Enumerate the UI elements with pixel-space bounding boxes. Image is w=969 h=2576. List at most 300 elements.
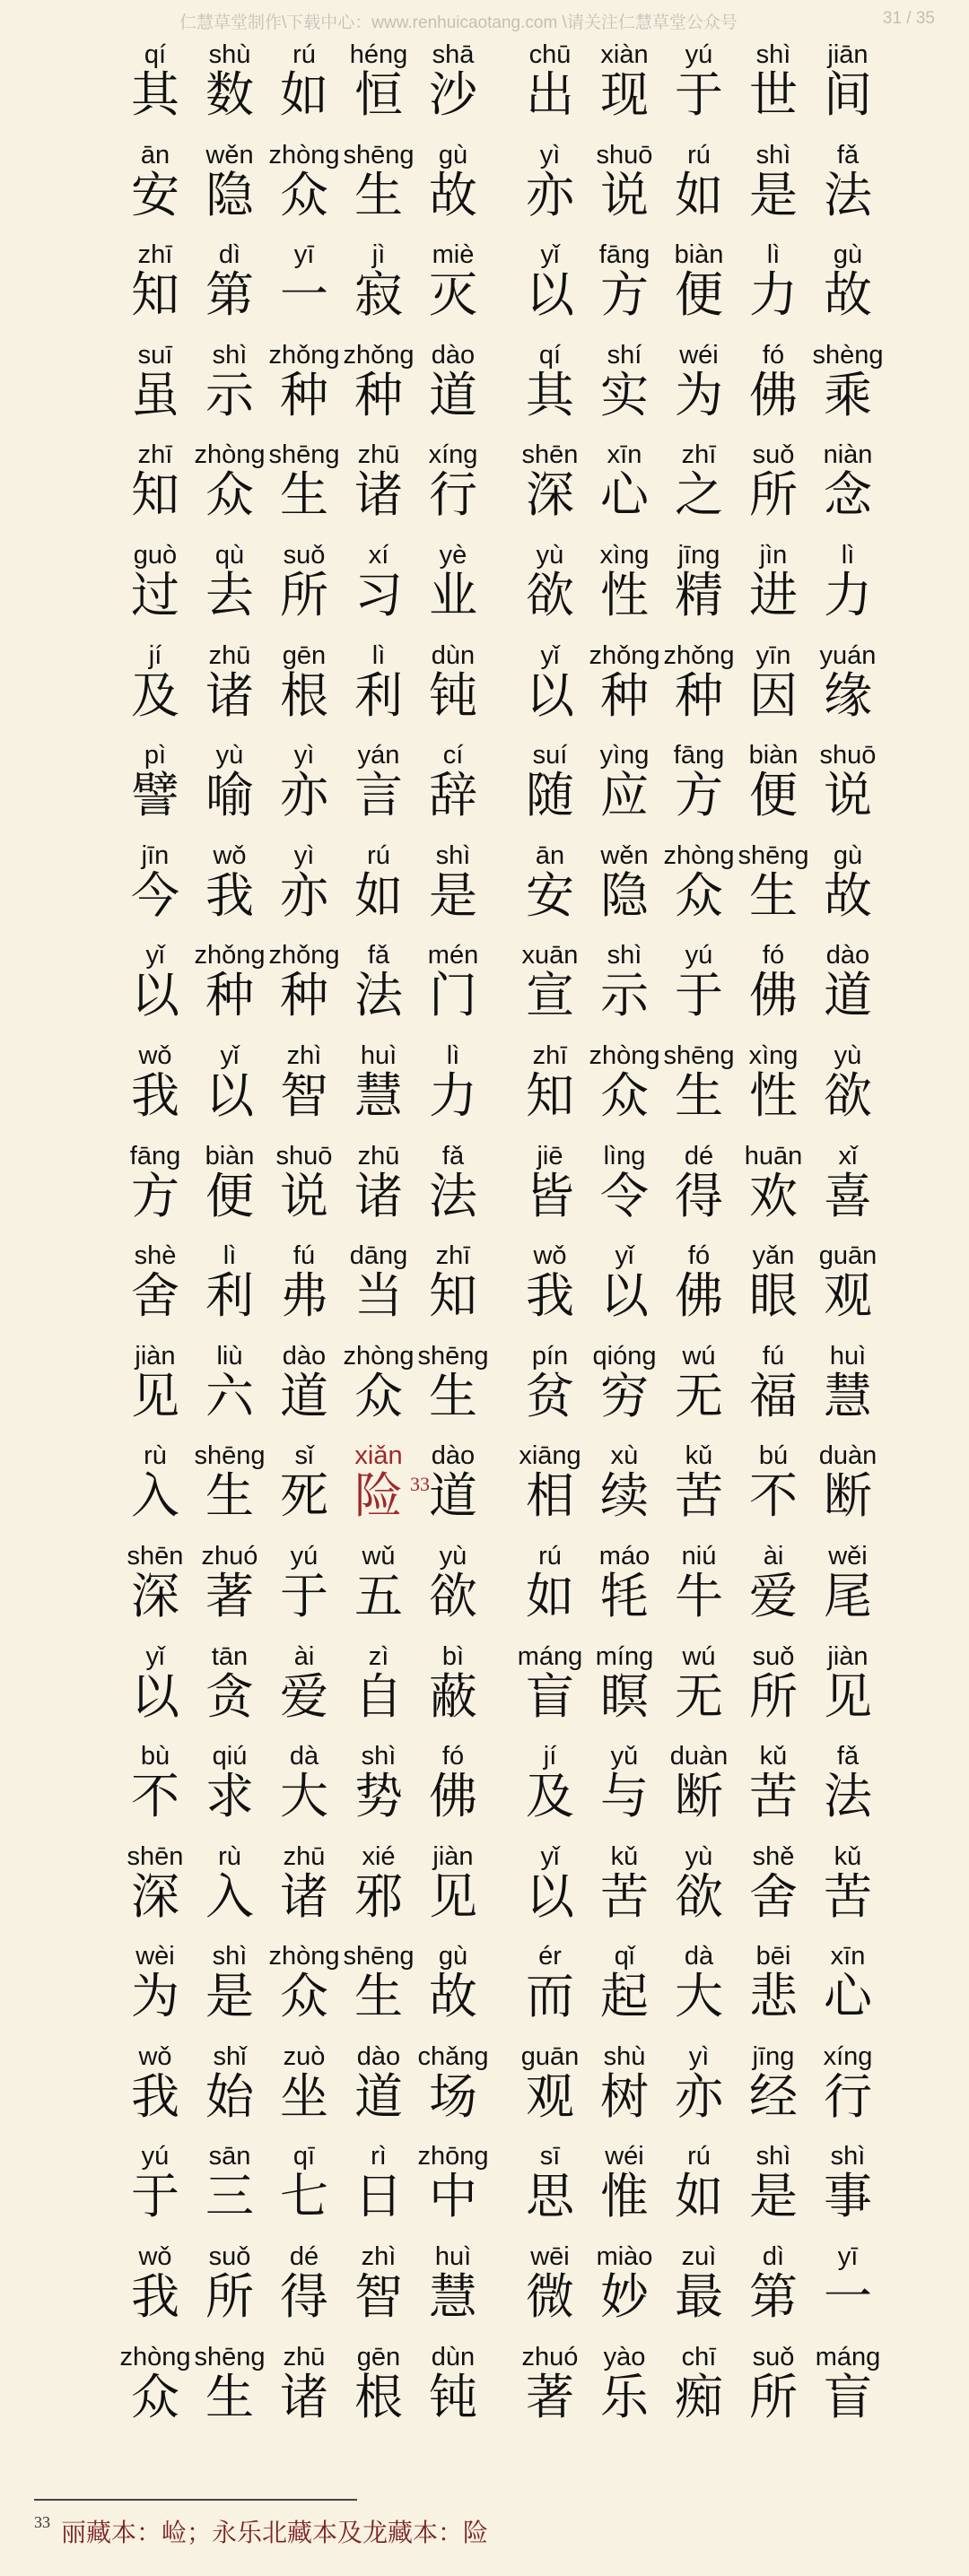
verse-row [0, 1128, 969, 1229]
pinyin: yīn [755, 640, 791, 670]
pinyin: gù [833, 240, 863, 270]
pinyin: huì [829, 1341, 867, 1371]
character-cell [816, 828, 879, 928]
character-cell [422, 1528, 484, 1629]
pinyin: bù [140, 1742, 170, 1771]
pinyin: wǒ [138, 1040, 172, 1070]
hanzi: 中 [429, 2168, 477, 2225]
verse-line-right [519, 628, 940, 728]
pinyin: zhī [681, 440, 717, 470]
pinyin: zhǒng [589, 640, 660, 670]
character-cell [519, 427, 581, 527]
character-cell [422, 1629, 484, 1729]
hanzi: 为 [131, 1968, 179, 2025]
hanzi: 生 [205, 2368, 254, 2425]
verse-row [0, 1728, 969, 1829]
character-cell [198, 1728, 261, 1829]
hanzi: 力 [749, 266, 798, 324]
character-cell [742, 1328, 805, 1429]
hanzi: 一 [280, 266, 328, 324]
hanzi: 众 [131, 2368, 179, 2425]
hanzi: 慧 [354, 1066, 403, 1124]
pinyin: shì [361, 1742, 397, 1771]
hanzi: 于 [280, 1567, 328, 1624]
character-cell [742, 1028, 805, 1128]
character-cell [816, 1928, 879, 2029]
hanzi: 慧 [429, 2268, 477, 2326]
character-cell [422, 2329, 484, 2430]
hanzi: 知 [526, 1066, 574, 1124]
character-cell [593, 127, 656, 228]
verse-line-left [124, 327, 546, 428]
pinyin: xiǎn [354, 1441, 403, 1471]
pinyin: lì [446, 1040, 460, 1070]
character-cell [742, 1928, 805, 2029]
pinyin: shēng [194, 1441, 266, 1471]
pinyin: yǐ [615, 1241, 634, 1271]
hanzi: 说 [824, 767, 872, 824]
hanzi: 见 [429, 1867, 477, 1925]
character-cell [273, 1629, 336, 1729]
pinyin: zhū [283, 1841, 326, 1871]
pinyin: wǒ [533, 1241, 567, 1271]
pinyin: yè [439, 540, 467, 570]
pinyin: qù [214, 540, 245, 570]
character-cell [198, 1829, 261, 1929]
hanzi: 精 [675, 566, 723, 623]
verse-line-left [124, 727, 546, 828]
character-cell [593, 327, 656, 428]
hanzi: 弗 [280, 1267, 328, 1325]
pinyin: wǔ [362, 1541, 396, 1571]
hanzi: 五 [354, 1567, 403, 1624]
hanzi: 爱 [749, 1567, 798, 1624]
character-cell [668, 1728, 730, 1829]
character-cell [742, 2029, 805, 2129]
character-cell [519, 628, 581, 728]
hanzi: 六 [205, 1367, 254, 1424]
hanzi: 苦 [600, 1867, 649, 1925]
pinyin: jí [148, 640, 162, 670]
character-cell [124, 1728, 187, 1829]
character-cell [124, 828, 187, 928]
hanzi: 方 [600, 266, 649, 324]
hanzi: 慧 [824, 1367, 872, 1424]
hanzi: 贪 [205, 1667, 254, 1725]
character-cell [422, 2229, 484, 2329]
character-cell [519, 828, 581, 928]
character-cell [742, 1829, 805, 1929]
character-cell [273, 1128, 336, 1229]
pinyin: dì [762, 2242, 785, 2272]
hanzi: 大 [675, 1968, 723, 2025]
hanzi: 生 [280, 466, 328, 524]
character-cell [816, 1028, 879, 1128]
pinyin: shēng [417, 1341, 489, 1371]
pinyin: niàn [823, 440, 873, 470]
character-cell [519, 1528, 581, 1629]
hanzi: 去 [205, 566, 254, 623]
hanzi: 我 [131, 1066, 179, 1124]
hanzi: 我 [131, 2268, 179, 2326]
hanzi: 众 [280, 1968, 328, 2025]
hanzi: 见 [824, 1667, 872, 1725]
pinyin: shēn [127, 1841, 184, 1871]
verse-line-left [124, 427, 546, 527]
verse-row [0, 27, 969, 127]
hanzi: 缘 [824, 666, 872, 724]
hanzi: 场 [429, 2067, 477, 2125]
pinyin: wéi [679, 340, 719, 370]
hanzi: 邪 [354, 1867, 403, 1925]
character-cell [593, 1228, 656, 1328]
character-cell [816, 2329, 879, 2430]
verse-row [0, 2128, 969, 2229]
hanzi: 种 [280, 366, 328, 423]
pinyin: qí [538, 340, 562, 370]
pinyin: sī [539, 2142, 561, 2171]
hanzi: 性 [600, 566, 649, 623]
hanzi: 以 [205, 1066, 254, 1124]
hanzi: 言 [354, 767, 403, 824]
hanzi: 当 [354, 1267, 403, 1325]
pinyin: jiē [537, 1141, 563, 1171]
character-cell [742, 2128, 805, 2229]
pinyin: zhū [357, 1141, 400, 1171]
pinyin: dào [282, 1341, 327, 1371]
pinyin: kǔ [834, 1841, 862, 1871]
character-cell [816, 1728, 879, 1829]
pinyin: shuō [596, 140, 653, 170]
hanzi: 隐 [600, 866, 649, 924]
hanzi: 是 [429, 866, 477, 924]
pinyin: yì [293, 741, 315, 770]
character-cell [124, 2229, 187, 2329]
hanzi: 而 [526, 1968, 574, 2025]
hanzi: 以 [526, 666, 574, 724]
hanzi: 所 [749, 466, 798, 524]
pinyin: qī [292, 2142, 316, 2171]
character-cell [343, 1328, 415, 1429]
pinyin: wěn [600, 840, 649, 870]
pinyin: bì [441, 1641, 465, 1671]
hanzi: 树 [600, 2067, 649, 2125]
hanzi: 如 [675, 2168, 723, 2225]
hanzi: 乘 [824, 366, 872, 423]
character-cell [519, 227, 581, 327]
hanzi: 佛 [675, 1267, 723, 1325]
pinyin: fǎ [367, 941, 390, 970]
character-cell [124, 427, 187, 527]
character-cell [198, 1328, 261, 1429]
hanzi: 实 [600, 366, 649, 423]
pinyin: shì [755, 2142, 791, 2171]
hanzi: 说 [280, 1167, 328, 1224]
pinyin: ài [293, 1641, 315, 1671]
character-cell [347, 2029, 410, 2129]
verse-line-left [124, 1728, 546, 1829]
character-cell [198, 227, 261, 327]
pinyin: rù [218, 1841, 241, 1871]
hanzi: 众 [280, 166, 328, 223]
pinyin: zhuó [201, 1541, 258, 1571]
character-cell [742, 527, 805, 628]
verse-line-right [519, 27, 940, 127]
hanzi: 深 [131, 1867, 179, 1925]
pinyin: miè [432, 240, 475, 270]
verse-line-left [124, 2229, 546, 2329]
hanzi: 于 [675, 66, 723, 123]
pinyin: shì [607, 941, 642, 970]
pinyin: jì [371, 240, 386, 270]
hanzi: 方 [131, 1167, 179, 1224]
hanzi: 入 [131, 1467, 179, 1525]
pinyin: xíng [428, 440, 478, 470]
verse-line-left [124, 1328, 546, 1429]
verse-row [0, 1629, 969, 1729]
hanzi: 一 [824, 2268, 872, 2326]
verse-row [0, 327, 969, 428]
hanzi: 求 [205, 1768, 254, 1825]
hanzi: 便 [205, 1167, 254, 1224]
hanzi: 间 [824, 66, 872, 123]
pinyin: xù [610, 1441, 639, 1471]
pinyin: yǐ [540, 240, 560, 270]
pinyin: lì [766, 240, 781, 270]
hanzi: 亦 [280, 767, 328, 824]
hanzi: 续 [600, 1467, 649, 1525]
character-cell [668, 1928, 730, 2029]
verse-row [0, 1328, 969, 1429]
hanzi: 欢 [749, 1167, 798, 1224]
character-cell [816, 2229, 879, 2329]
pinyin: yú [685, 941, 713, 970]
verse-row [0, 1028, 969, 1128]
hanzi: 门 [429, 967, 477, 1024]
character-cell [593, 2029, 656, 2129]
character-cell [663, 1028, 735, 1128]
footnote-divider [34, 2499, 357, 2501]
hanzi: 苦 [749, 1768, 798, 1825]
character-cell [816, 527, 879, 628]
pinyin: zhōng [417, 2142, 489, 2171]
verse-line-right [519, 828, 940, 928]
character-cell [198, 527, 261, 628]
pinyin: suī [137, 340, 173, 370]
pinyin: zuò [283, 2041, 326, 2071]
character-cell [742, 1629, 805, 1729]
character-cell [668, 1629, 730, 1729]
verse-row [0, 727, 969, 828]
footnote-marker[interactable]: 33 [410, 1473, 430, 1496]
pinyin: rú [367, 840, 390, 870]
pinyin: shí [607, 340, 642, 370]
pinyin: yǐ [145, 941, 165, 970]
hanzi: 得 [280, 2268, 328, 2326]
hanzi: 安 [131, 166, 179, 223]
hanzi: 以 [526, 266, 574, 324]
verse-row [0, 1928, 969, 2029]
character-cell [198, 828, 261, 928]
character-cell [519, 2128, 581, 2229]
character-cell [816, 1629, 879, 1729]
pinyin: wǒ [138, 2041, 172, 2071]
hanzi: 穷 [600, 1367, 649, 1424]
character-cell [742, 727, 805, 828]
character-cell [742, 1428, 805, 1528]
pinyin: shuō [819, 741, 877, 770]
hanzi: 惟 [600, 2168, 649, 2225]
character-cell [343, 127, 415, 228]
hanzi: 因 [749, 666, 798, 724]
character-cell [273, 1228, 336, 1328]
hanzi: 盲 [824, 2368, 872, 2425]
pinyin: yì [293, 840, 315, 870]
character-cell [663, 828, 735, 928]
character-cell [124, 1428, 187, 1528]
character-cell [273, 828, 336, 928]
character-cell [816, 127, 879, 228]
hanzi: 苦 [824, 1867, 872, 1925]
character-cell [593, 227, 656, 327]
character-cell [816, 427, 879, 527]
pinyin: suǒ [752, 2342, 795, 2371]
verse-row [0, 427, 969, 527]
character-cell [347, 1128, 410, 1229]
character-cell [422, 27, 484, 127]
pinyin: xiāng [519, 1441, 581, 1471]
pinyin: bēi [755, 1942, 791, 1971]
hanzi: 得 [675, 1167, 723, 1224]
pinyin: cí [442, 741, 464, 770]
verse-line-left [124, 1629, 546, 1729]
pinyin: mén [427, 941, 479, 970]
hanzi: 故 [429, 1968, 477, 2025]
hanzi: 如 [354, 866, 403, 924]
hanzi: 种 [600, 666, 649, 724]
character-cell [816, 1128, 879, 1229]
character-cell [519, 1728, 581, 1829]
verse-row [0, 927, 969, 1028]
hanzi: 行 [824, 2067, 872, 2125]
character-cell [198, 628, 261, 728]
hanzi: 道 [280, 1367, 328, 1424]
hanzi: 过 [131, 566, 179, 623]
character-cell [198, 127, 261, 228]
pinyin: zhòng [268, 140, 340, 170]
verse-line-right [519, 2329, 940, 2430]
character-cell [268, 127, 340, 228]
character-cell [816, 2029, 879, 2129]
hanzi: 恒 [354, 66, 403, 123]
hanzi: 断 [675, 1768, 723, 1825]
pinyin: zhǒng [194, 941, 266, 970]
character-cell [593, 727, 656, 828]
character-cell [198, 1928, 261, 2029]
hanzi: 知 [131, 266, 179, 324]
hanzi: 根 [354, 2368, 403, 2425]
hanzi: 譬 [131, 767, 179, 824]
character-cell [417, 2128, 489, 2229]
pinyin: fú [762, 1341, 785, 1371]
verse-line-right [519, 1228, 940, 1328]
verse-line-left [124, 1128, 546, 1229]
pinyin: shě [752, 1841, 795, 1871]
hanzi: 是 [749, 2168, 798, 2225]
character-cell [668, 1128, 730, 1229]
verse-line-left [124, 1028, 546, 1128]
pinyin: rú [687, 140, 711, 170]
hanzi: 业 [429, 566, 477, 623]
character-cell [343, 1928, 415, 2029]
pinyin: zuì [681, 2242, 717, 2272]
character-cell [198, 1228, 261, 1328]
pinyin: sān [208, 2142, 251, 2171]
hanzi: 始 [205, 2067, 254, 2125]
character-cell [124, 1328, 187, 1429]
hanzi: 生 [749, 866, 798, 924]
character-cell [124, 527, 187, 628]
character-cell [593, 2329, 656, 2430]
pinyin: yú [685, 40, 713, 69]
pinyin: máng [815, 2342, 881, 2371]
pinyin: shì [830, 2142, 866, 2171]
pinyin: zhòng [268, 1942, 340, 1971]
hanzi: 佛 [429, 1768, 477, 1825]
verse-line-left [124, 1829, 546, 1929]
pinyin: suí [532, 741, 568, 770]
verse-row [0, 628, 969, 728]
pinyin: yì [688, 2041, 710, 2071]
hanzi: 险 [354, 1467, 403, 1525]
hanzi: 眼 [749, 1267, 798, 1325]
pinyin: jiàn [827, 1641, 869, 1671]
hanzi: 佛 [749, 967, 798, 1024]
pinyin: xǐ [838, 1141, 858, 1171]
pinyin: zhī [532, 1040, 568, 1070]
hanzi: 念 [824, 466, 872, 524]
character-cell [347, 2128, 410, 2229]
hanzi: 喻 [205, 767, 254, 824]
hanzi: 断 [824, 1467, 872, 1525]
hanzi: 思 [526, 2168, 574, 2225]
pinyin: dùn [431, 2342, 476, 2371]
verse-row [0, 127, 969, 228]
hanzi: 入 [205, 1867, 254, 1925]
pinyin: míng [595, 1641, 654, 1671]
verse-line-right [519, 927, 940, 1028]
character-cell [273, 1028, 336, 1128]
hanzi: 道 [354, 2067, 403, 2125]
character-cell [194, 427, 266, 527]
hanzi: 钝 [429, 2368, 477, 2425]
pinyin: shǐ [213, 2041, 247, 2071]
hanzi: 相 [526, 1467, 574, 1525]
character-cell [668, 2329, 730, 2430]
pinyin: wèi [135, 1942, 175, 1971]
hanzi: 智 [280, 1066, 328, 1124]
pinyin: rú [538, 1541, 562, 1571]
hanzi: 生 [354, 1968, 403, 2025]
hanzi: 牦 [600, 1567, 649, 1624]
hanzi: 见 [131, 1367, 179, 1424]
character-cell [422, 1928, 484, 2029]
hanzi: 佛 [749, 366, 798, 423]
hanzi: 无 [675, 1667, 723, 1725]
character-cell [668, 427, 730, 527]
pinyin: fǎ [836, 140, 860, 170]
pinyin: zhì [286, 1040, 322, 1070]
